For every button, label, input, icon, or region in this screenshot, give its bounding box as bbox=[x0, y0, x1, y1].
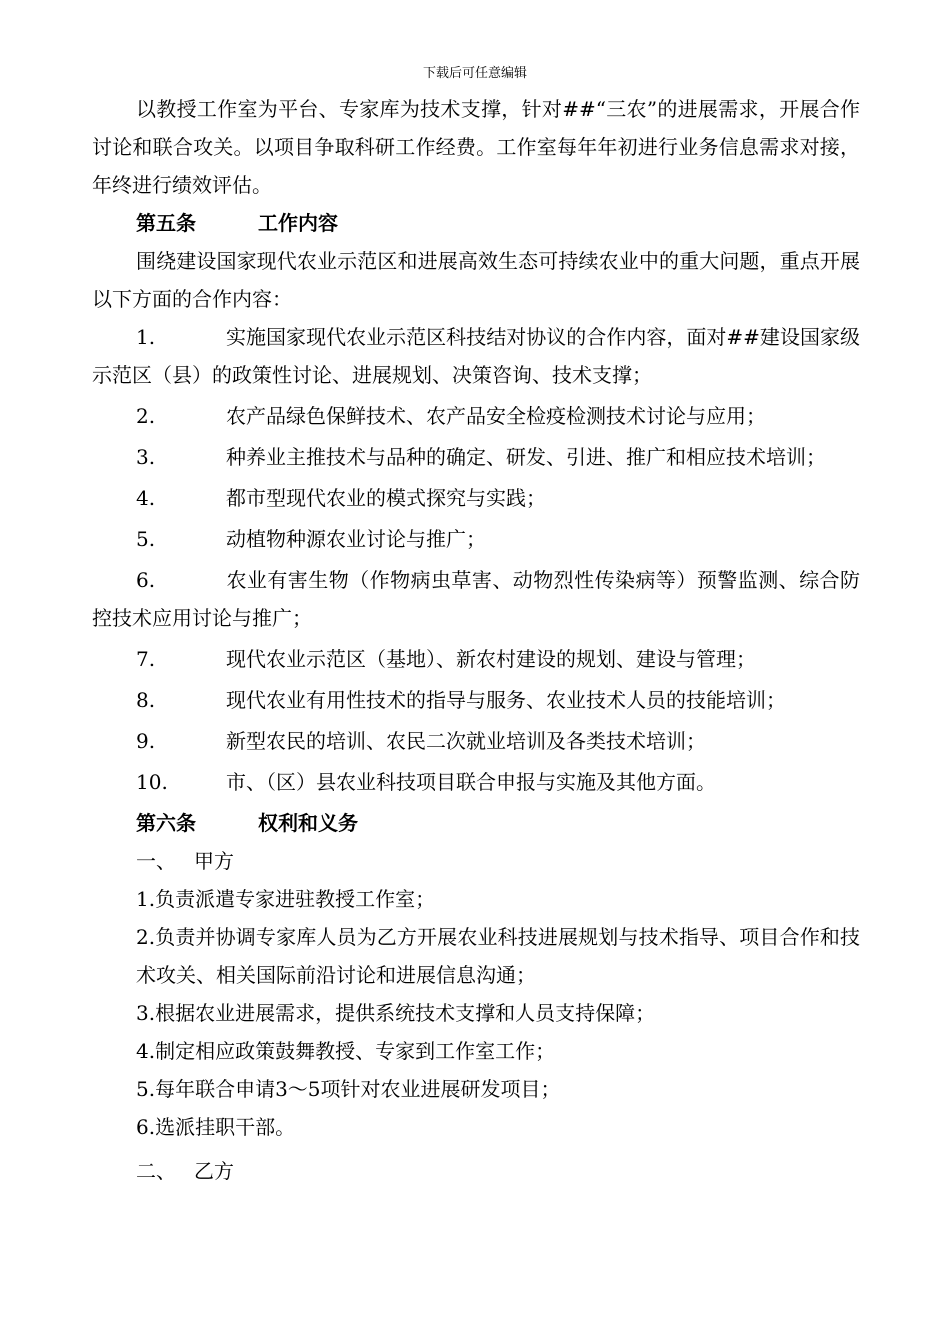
list-item: 9. 新型农民的培训、农民二次就业培训及各类技术培训； bbox=[136, 729, 706, 753]
party-a-heading: 一、 甲方 bbox=[136, 849, 234, 873]
list-item: 2. 农产品绿色保鲜技术、农产品安全检疫检测技术讨论与应用； bbox=[136, 404, 766, 428]
intro-paragraph: 以教授工作室为平台、专家库为技术支撑，针对##“三农”的进展需求，开展合作讨论和联合攻关。以项目争取科研工作经费。工作室每年年初进行业务信息需求对接，年终进行绩效评估。 bbox=[92, 97, 860, 197]
article-5-number: 第五条 bbox=[136, 211, 196, 235]
list-item: 8. 现代农业有用性技术的指导与服务、农业技术人员的技能培训； bbox=[136, 688, 786, 712]
list-item: 1.负责派遣专家进驻教授工作室； bbox=[136, 887, 436, 911]
list-item: 3.根据农业进展需求，提供系统技术支撑和人员支持保障； bbox=[136, 1001, 656, 1025]
list-item: 5.每年联合申请3～5项针对农业进展研发项目； bbox=[136, 1077, 561, 1101]
article-6-title: 权利和义务 bbox=[258, 811, 358, 835]
list-item: 4. 都市型现代农业的模式探究与实践； bbox=[136, 486, 546, 510]
list-item: 10. 市、（区）县农业科技项目联合申报与实施及其他方面。 bbox=[136, 770, 716, 794]
list-item: 6.选派挂职干部。 bbox=[136, 1115, 296, 1139]
list-item: 2.负责并协调专家库人员为乙方开展农业科技进展规划与技术指导、项目合作和技术攻关、相关国际前沿讨论和进展信息沟通； bbox=[136, 925, 860, 987]
list-item: 3. 种养业主推技术与品种的确定、研发、引进、推广和相应技术培训； bbox=[136, 445, 826, 469]
page-header: 下载后可任意编辑 bbox=[422, 66, 527, 81]
list-item: 5. 动植物种源农业讨论与推广； bbox=[136, 527, 486, 551]
list-item: 6. 农业有害生物（作物病虫草害、动物烈性传染病等）预警监测、综合防控技术应用讨论与推广； bbox=[92, 568, 860, 630]
list-item: 1. 实施国家现代农业示范区科技结对协议的合作内容，面对##建设国家级示范区（县）的政策性讨论、进展规划、决策咨询、技术支撑； bbox=[92, 325, 860, 387]
article-5-lead: 围绕建设国家现代农业示范区和进展高效生态可持续农业中的重大问题，重点开展以下方面的合作内容： bbox=[92, 249, 860, 311]
list-item: 7. 现代农业示范区（基地）、新农村建设的规划、建设与管理； bbox=[136, 647, 756, 671]
article-5-title: 工作内容 bbox=[258, 211, 338, 235]
article-5-heading bbox=[92, 204, 860, 242]
party-b-heading: 二、 乙方 bbox=[136, 1159, 234, 1183]
document-body bbox=[92, 90, 860, 1190]
article-6-heading bbox=[92, 804, 860, 842]
list-item: 4.制定相应政策鼓舞教授、专家到工作室工作； bbox=[136, 1039, 556, 1063]
article-6-number: 第六条 bbox=[136, 811, 196, 835]
